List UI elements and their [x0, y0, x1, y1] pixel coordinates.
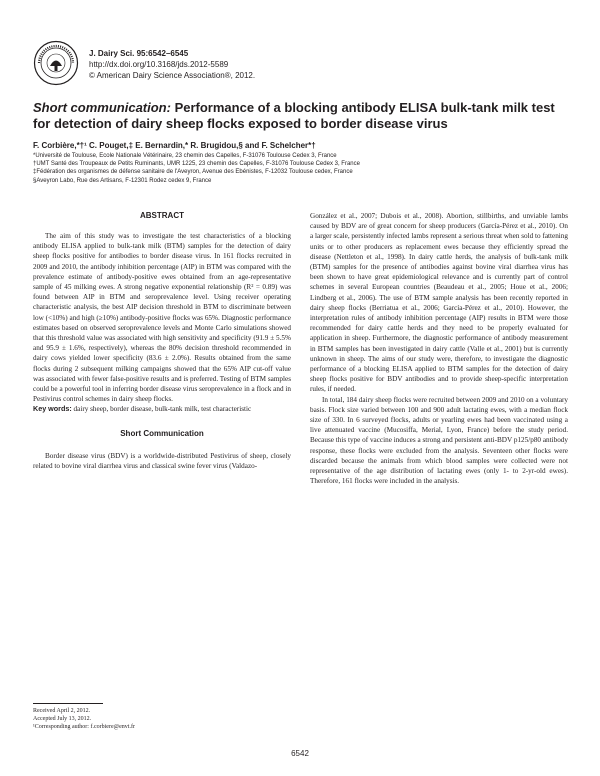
journal-info: [89, 48, 255, 81]
journal-reference: J. Dairy Sci. 95:6542–6545: [89, 49, 189, 58]
page-number: 6542: [291, 749, 309, 758]
short-communication-heading: Short Communication: [120, 428, 204, 438]
affiliation-4: §Aveyron Labo, Rue des Artisans, F-12301 Rodez cedex 9, France: [33, 177, 212, 184]
keywords-label: Key words:: [33, 404, 72, 414]
body-paragraph-1: González et al., 2007; Dubois et al., 2008). Abortion, stillbirths, and unviable lambs caused by BDV are of great concern for sheep producers (García-Pérez et al., 2010). On a larger scale, persistently infected lambs represent a serious threat when sold to fattening units or to other producers as replacement ewes because they efficiently spread the disease (Nettleton et al., 1998). In dairy cattle herds, the analysis of bulk-tank milk (BTM) samples for the presence of antibodies against bovine viral diarrhea virus has been shown to have great epidemiological relevance and is currently part of control schemes in several European countries (Beaudeau et al., 2005; Houe et al., 2006; Lindberg et al., 2006). The use of BTM sample analysis has been recently reported in dairy sheep flocks (Berriatua et al., 2006; García-Pérez et al., 2010). However, the interpretation rules of antibody inhibition percentage (AIP) results in BTM were those recommended for dairy cattle herds and they need to be properly evaluated for application in sheep. Furthermore, the diagnostic performance of antibody measurement in BTM samples has been investigated in dairy cattle (Valle et al., 2001) but is currently unknown in sheep. The aims of our study were, therefore, to investigate the diagnostic performance of a blocking ELISA applied to BTM samples for the detection of dairy sheep flocks positive for BDV antibodies and to provide sheep-specific interpretation rules, if needed.: [310, 212, 568, 394]
left-column: [33, 211, 291, 471]
affiliation-1: *Université de Toulouse, Ecole Nationale Vétérinaire, 23 chemin des Capelles, F-31076 Toulouse Cedex 3, France: [33, 153, 337, 159]
accepted-date: Accepted July 13, 2012.: [33, 716, 92, 722]
abstract-heading: ABSTRACT: [140, 211, 184, 220]
affiliation-3: ‡Fédération des organismes de défense sanitaire de l'Aveyron, Avenue des Ebénistes, F-12032 Toulouse cedex, France: [33, 169, 353, 176]
short-communication-text: Border disease virus (BDV) is a worldwide-distributed Pestivirus of sheep, closely related to bovine viral diarrhea virus and classical swine fever virus (Valdazo-: [33, 451, 291, 470]
footnote-divider: [33, 703, 103, 704]
affiliation-2: †UMT Santé des Troupeaux de Petits Ruminants, UMR 1225, 23 chemin des Capelles, F-31076 Toulouse Cedex 3, France: [33, 161, 360, 168]
title-text: Performance of a blocking antibody ELISA bulk-tank milk test for detection of dairy sheep flocks exposed to border disease virus: [33, 100, 555, 131]
keywords: [33, 404, 291, 414]
affiliations: [33, 152, 573, 185]
body-paragraph-2: In total, 184 dairy sheep flocks were recruited between 2009 and 2010 on a voluntary basis. Flock size varied between 100 and 900 adult lactating ewes, with a median flock size of 330. In 6 surveyed flocks, adults or yearling ewes had been vaccinated using a live attenuated vaccine (Mucosiffa, Merial, Lyon, France) before the study period. Because this type of vaccine induces a strong and persistent anti-BDV p125/p80 antibody response, these flocks were excluded from the analysis. Seventeen other flocks were discarded because the animals from which blood samples were collected were not representative of the age distribution of lactating ewes (only 1- to 2-yr-old ewes). Therefore, 161 flocks were included in the analysis.: [310, 395, 568, 486]
right-column: [310, 211, 568, 486]
received-date: Received April 2, 2012.: [33, 708, 91, 714]
article-title: [33, 100, 573, 132]
keywords-text: dairy sheep, border disease, bulk-tank milk, test characteristic: [71, 405, 252, 414]
author-list: F. Corbière,*†¹ C. Pouget,‡ E. Bernardin,* R. Brugidou,§ and F. Schelcher*†: [33, 141, 316, 150]
footnotes: [33, 707, 291, 731]
corresponding-author: ¹Corresponding author: f.corbiere@envt.fr: [33, 724, 135, 730]
journal-seal-logo: [33, 40, 79, 86]
abstract-text: The aim of this study was to investigate the test characteristics of a blocking antibody ELISA applied to bulk-tank milk (BTM) samples for the detection of dairy sheep flocks positive for antibodies to border disease virus. In 161 flocks recruited in 2009 and 2010, the antibody inhibition percentage (AIP) in BTM was compared with the prevalence estimate of antibody-positive ewes obtained from an age-representative sample of 45 milking ewes. A strong negative exponential relationship (R² = 0.89) was found between AIP in BTM and seroprevalence level. Using receiver operating characteristic analysis, the best AIP decision threshold in BTM to discriminate between low (<10%) and high (≥10%) antibody-positive flocks was 65%. Diagnostic performance estimates based on observed seroprevalence levels and Monte Carlo simulations showed that this threshold value was associated with high sensitivity and specificity (91.9 ± 5.5% and 95.9 ± 1.6%, respectively), whereas the 80% decision threshold recommended in dairy cows yielded lower specificity (83.6 ± 2.0%). Results obtained from the same flocks during 2 subsequent milking campaigns showed that the 65% AIP cut-off value was associated with fewer false-positive results and is preferred. Testing of BTM samples could be a powerful tool in inferring border disease virus seroprevalence in a flock and in Pestivirus control schemes in dairy sheep flocks.: [33, 232, 291, 404]
title-lead: Short communication:: [33, 100, 171, 115]
doi-link[interactable]: http://dx.doi.org/10.3168/jds.2012-5589: [89, 60, 229, 69]
copyright-line: © American Dairy Science Association®, 2012.: [89, 71, 256, 80]
